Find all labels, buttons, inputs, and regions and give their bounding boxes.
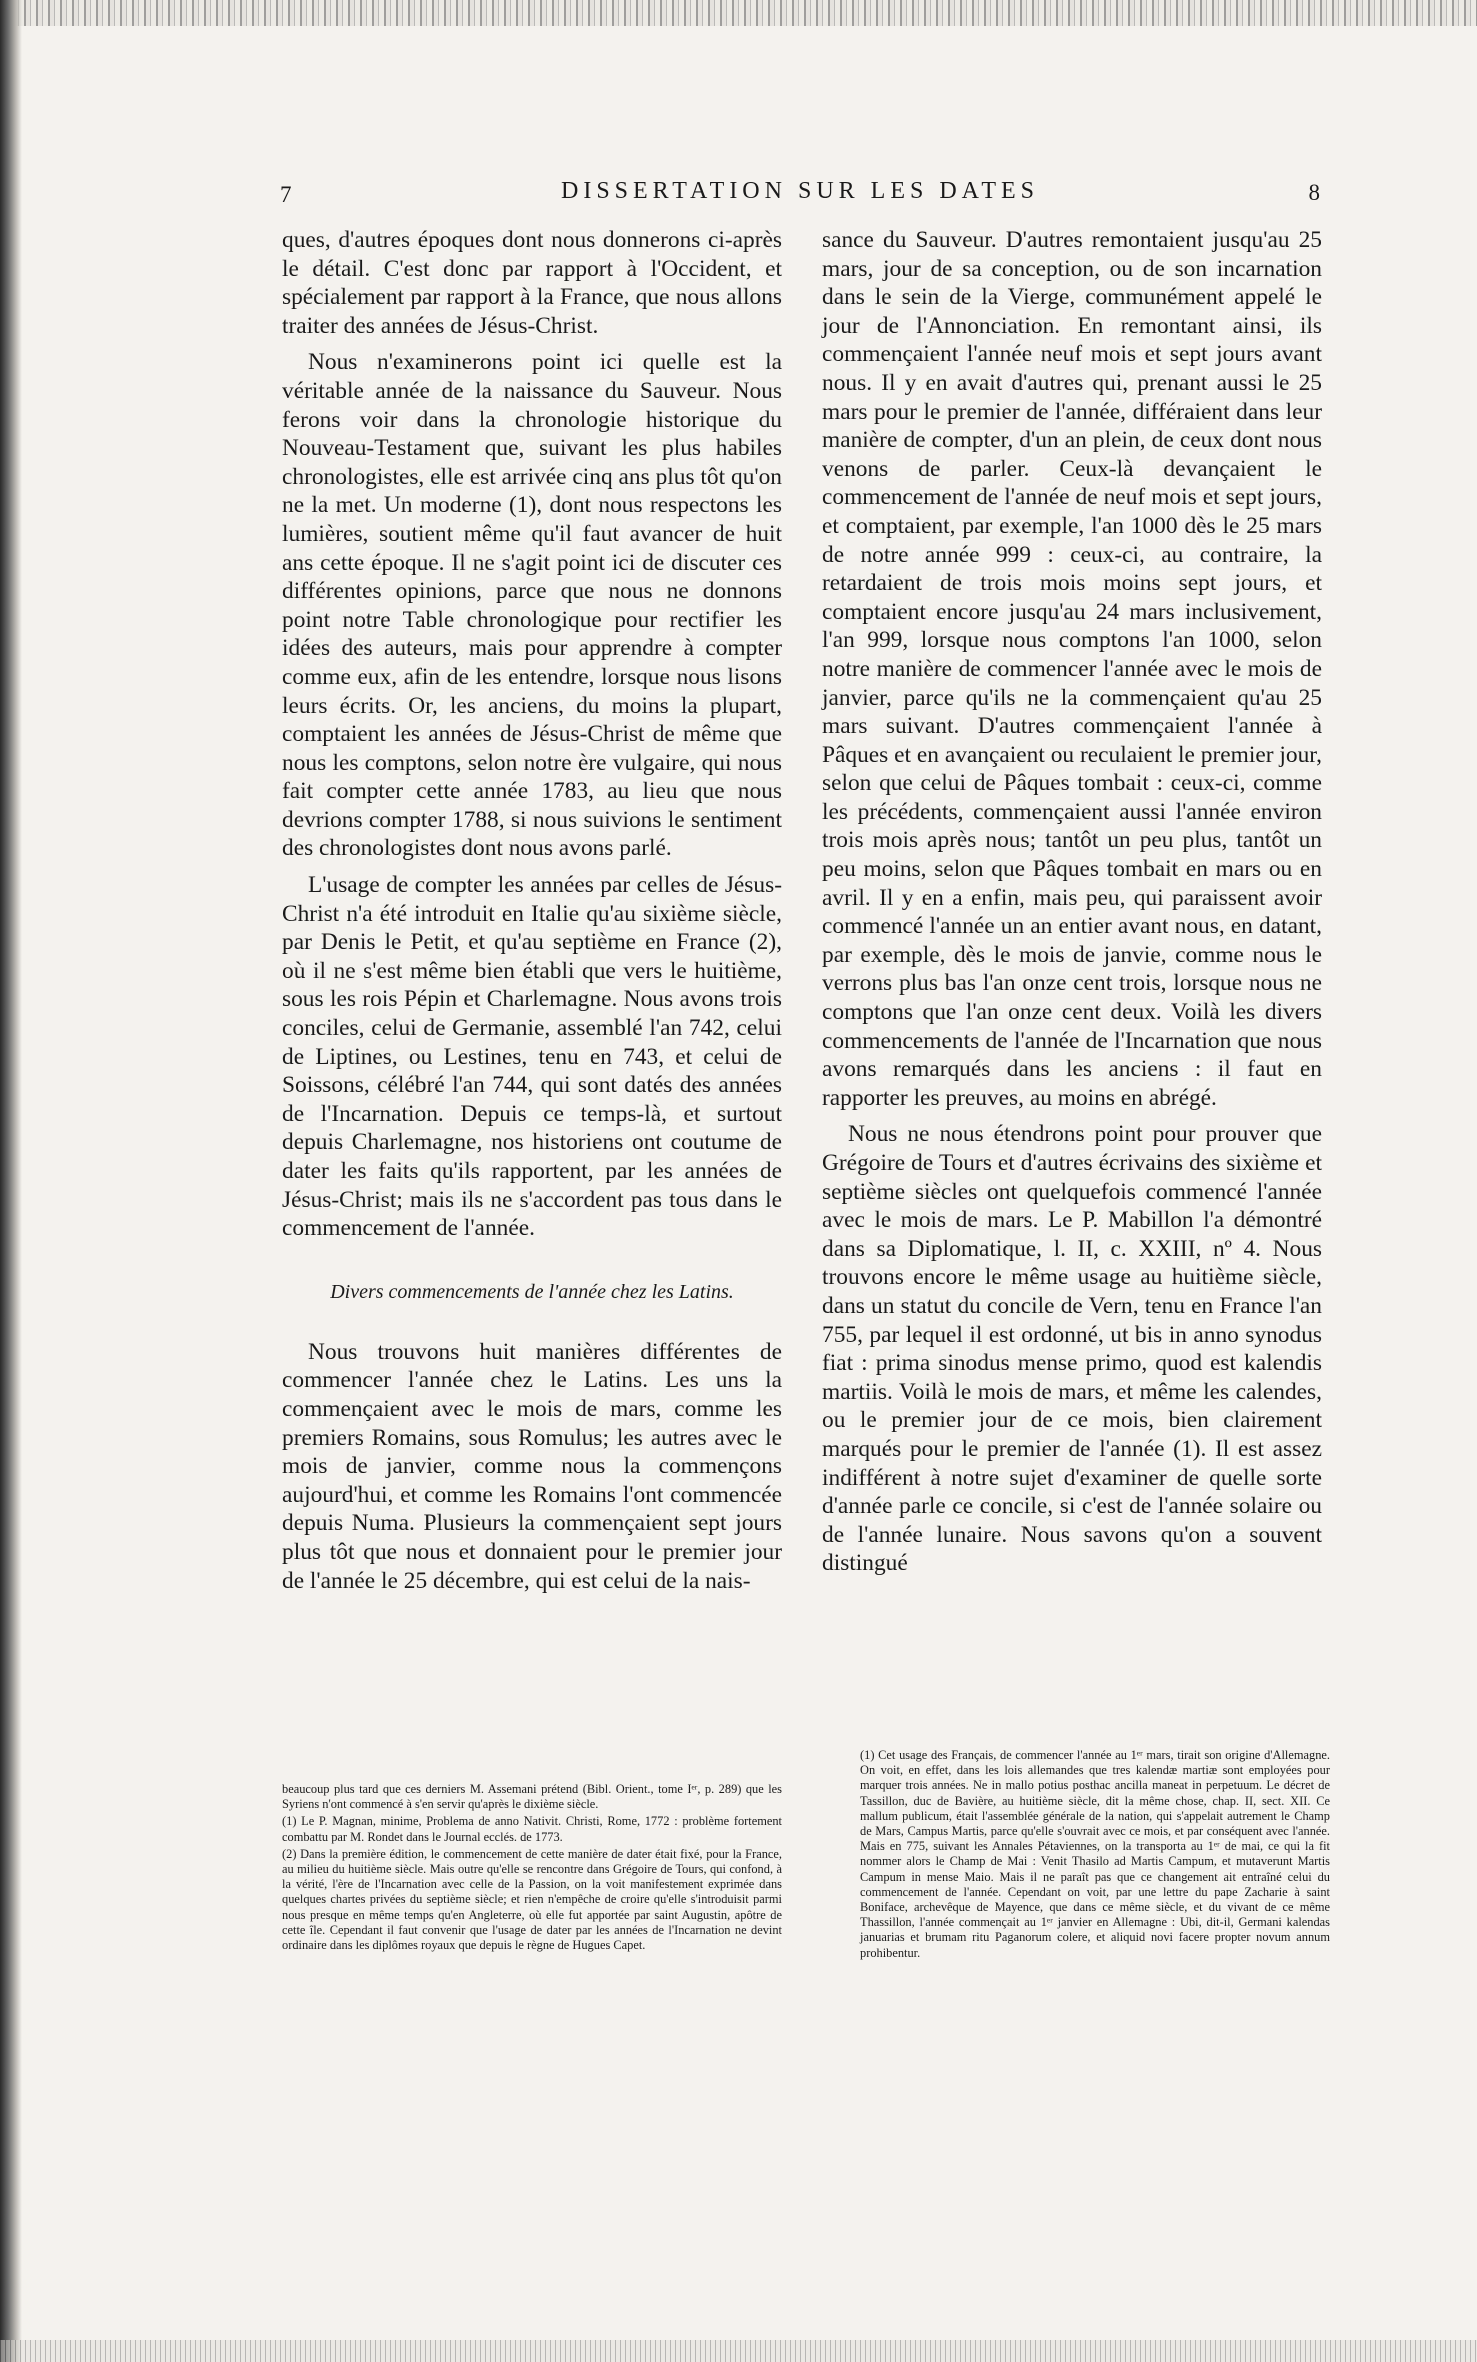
footnote-2: (2) Dans la première édition, le commencement de cette manière de dater était fixé, pour la France, au milieu du huitième siècle. Mais outre qu'elle se rencontre dans Grégoire de Tours, qui confond, à la vérité, l'ère de l'Incarnation avec celle de la Passion, on la voit manifestement exprimée dans quelques chartes privées du septième siècle; et rien n'empêche de croire qu'elle s'introduisit parmi nous presque en même temps qu'en Angleterre, où elle fut apportée par saint Augustin, apôtre de cette île. Cependant il faut convenir que l'usage de dater par les années de l'Incarnation ne devint ordinaire dans les diplômes royaux que depuis le règne de Hugues Capet. xyxy=(282,1846,782,1953)
page-number-left: 7 xyxy=(280,182,292,207)
paragraph: Nous n'examinerons point ici quelle est la véritable année de la naissance du Sauveur. Nous ferons voir dans la chronologie historique du Nouveau-Testament que, suivant les plus habiles chronologistes, elle est arrivée cinq ans plus tôt qu'on ne la met. Un moderne (1), dont nous respectons les lumières, soutient même qu'il faut avancer de huit ans cette époque. Il ne s'agit point ici de discuter ces différentes opinions, parce que nous ne donnons point notre Table chronologique pour rectifier les idées des auteurs, mais pour apprendre à compter comme eux, afin de les entendre, lorsque nous lisons leurs écrits. Or, les anciens, du moins la plupart, comptaient les années de Jésus-Christ de même que nous les comptons, selon notre ère vulgaire, qui nous fait compter cette année 1783, au lieu que nous devrions compter 1788, si nous suivions le sentiment des chronologistes dont nous avons parlé. xyxy=(282,349,782,862)
scan-edge-top xyxy=(0,0,1477,26)
page-number-right: 8 xyxy=(1308,180,1320,205)
paragraph: Nous ne nous étendrons point pour prouver que Grégoire de Tours et d'autres écrivains des sixième et septième siècles ont quelquefois commencé l'année avec le mois de mars. Le P. Mabillon l'a démontré dans sa Diplomatique, l. II, c. XXIII, nº 4. Nous trouvons encore le même usage au huitième siècle, dans un statut du concile de Vern, tenu en France l'an 755, par lequel il est ordonné, ut bis in anno synodus fiat : prima sinodus mense primo, quod est kalendis martiis. Voilà le mois de mars, et même les calendes, ou le premier jour de ce mois, bien clairement marqués pour le premier de l'année (1). Il est assez indifférent à notre sujet d'examiner de quelle sorte d'année parle ce concile, si c'est de l'année solaire ou de l'année lunaire. Nous savons qu'on a souvent distingué xyxy=(822,1121,1322,1577)
paragraph: Nous trouvons huit manières différentes de commencer l'année chez le Latins. Les uns la commençaient avec le mois de mars, comme les premiers Romains, sous Romulus; les autres avec le mois de janvier, comme nous la commençons aujourd'hui, et comme les Romains l'ont commencée depuis Numa. Plusieurs la commençaient sept jours plus tôt que nous et donnaient pour le premier jour de l'année le 25 décembre, qui est celui de la nais- xyxy=(282,1338,782,1594)
footnotes-right xyxy=(860,1748,1330,1963)
paragraph: sance du Sauveur. D'autres remontaient jusqu'au 25 mars, jour de sa conception, ou de son incarnation dans le sein de la Vierge, communément appelé le jour de l'Annonciation. En remontant ainsi, ils commençaient l'année neuf mois et sept jours avant nous. Il y en avait d'autres qui, prenant aussi le 25 mars pour le premier de l'année, différaient dans leur manière de compter, d'un an plein, de ceux dont nous venons de parler. Ceux-là devançaient le commencement de l'année de neuf mois et sept jours, et comptaient, par exemple, l'an 1000 dès le 25 mars de notre année 999 : ceux-ci, au contraire, la retardaient de trois mois moins sept jours, et comptaient encore jusqu'au 24 mars inclusivement, l'an 999, lorsque nous comptons l'an 1000, selon notre manière de commencer l'année avec le mois de janvier, parce qu'ils ne la commençaient qu'au 25 mars suivant. D'autres commençaient l'année à Pâques et en avançaient ou reculaient le premier jour, selon que celui de Pâques tombait : ceux-ci, comme les précédents, commençaient aussi l'année environ trois mois après nous; tantôt un peu plus, tantôt un peu moins, selon que Pâques tombait en mars ou en avril. Il y en a enfin, mais peu, qui paraissent avoir commencé l'année un an entier avant nous, en datant, par exemple, dès le mois de janvie, comme nous le verrons plus bas l'an onze cent trois, lorsque nous ne comptons que l'an onze cent deux. Voilà les divers commencements de l'année de l'Incarnation que nous avons remarqués dans les anciens : il faut en rapporter les preuves, au moins en abrégé. xyxy=(822,227,1322,1111)
running-title: DISSERTATION SUR LES DATES xyxy=(561,178,1039,204)
right-column xyxy=(822,226,1322,1586)
footnotes-left xyxy=(282,1782,782,1955)
page-header xyxy=(280,178,1320,218)
scan-edge-bottom xyxy=(0,2340,1477,2362)
section-heading: Divers commencements de l'année chez les Latins. xyxy=(330,1280,734,1303)
footnote-1: (1) Cet usage des Français, de commencer l'année au 1ᵉʳ mars, tirait son origine d'Allemagne. On voit, en effet, dans les lois allemandes que tres kalendæ martiæ sont employées pour marquer trois années. Ne in mallo potius posthac ancilla maneat in perpetuum. Le décret de Tassillon, duc de Bavière, au huitième siècle, dit la même chose, chap. II, sect. XII. Ce mallum publicum, était l'assemblée générale de la nation, qui s'appelait autrement le Champ de Mars, Campus Martis, parce qu'elle s'ouvrait avec ce mois, et par conséquent avec l'année. Mais en 775, suivant les Annales Pétaviennes, on la transporta au 1ᵉʳ de mai, ce qui la fit nommer alors le Champ de Mai : Venit Thasilo ad Martis Campum, et mutaverunt Martis Campum in mense Maio. Mais il ne paraît pas que ce changement ait entraîné celui du commencement de l'année. Cependant on voit, par une lettre du pape Zacharie à saint Boniface, archevêque de Mayence, que dans ce même siècle, et du vivant de ce même Thassillon, l'année commençait au 1ᵉʳ janvier en Allemagne : Ubi, dit-il, Germani kalendas januarias et brumam ritu Paganorum colere, et aliquid novi facere propter novum annum prohibentur. xyxy=(860,1748,1330,1960)
scan-edge-left xyxy=(0,0,22,2362)
footnote-continuation: beaucoup plus tard que ces derniers M. Assemani prétend (Bibl. Orient., tome Iᵉʳ, p. 289) que les Syriens n'ont commencé à s'en servir qu'après le dixième siècle. xyxy=(282,1782,782,1812)
paragraph: L'usage de compter les années par celles de Jésus-Christ n'a été introduit en Italie qu'au sixième siècle, par Denis le Petit, et qu'au septième en France (2), où il ne s'est même bien établi que vers le huitième, sous les rois Pépin et Charlemagne. Nous avons trois conciles, celui de Germanie, assemblé l'an 742, celui de Liptines, ou Lestines, tenu en 743, et celui de Soissons, célébré l'an 744, qui sont datés des années de l'Incarnation. Depuis ce temps-là, et surtout depuis Charlemagne, nos historiens ont coutume de dater les faits qu'ils rapportent, par les années de Jésus-Christ; mais ils ne s'accordent pas tous dans le commencement de l'année. xyxy=(282,872,782,1242)
footnote-1: (1) Le P. Magnan, minime, Problema de anno Nativit. Christi, Rome, 1772 : problème fortement combattu par M. Rondet dans le Journal ecclés. de 1773. xyxy=(282,1814,782,1844)
paragraph: ques, d'autres époques dont nous donnerons ci-après le détail. C'est donc par rapport à l'Occident, et spécialement par rapport à la France, que nous allons traiter des années de Jésus-Christ. xyxy=(282,227,782,339)
left-column xyxy=(282,226,782,1603)
